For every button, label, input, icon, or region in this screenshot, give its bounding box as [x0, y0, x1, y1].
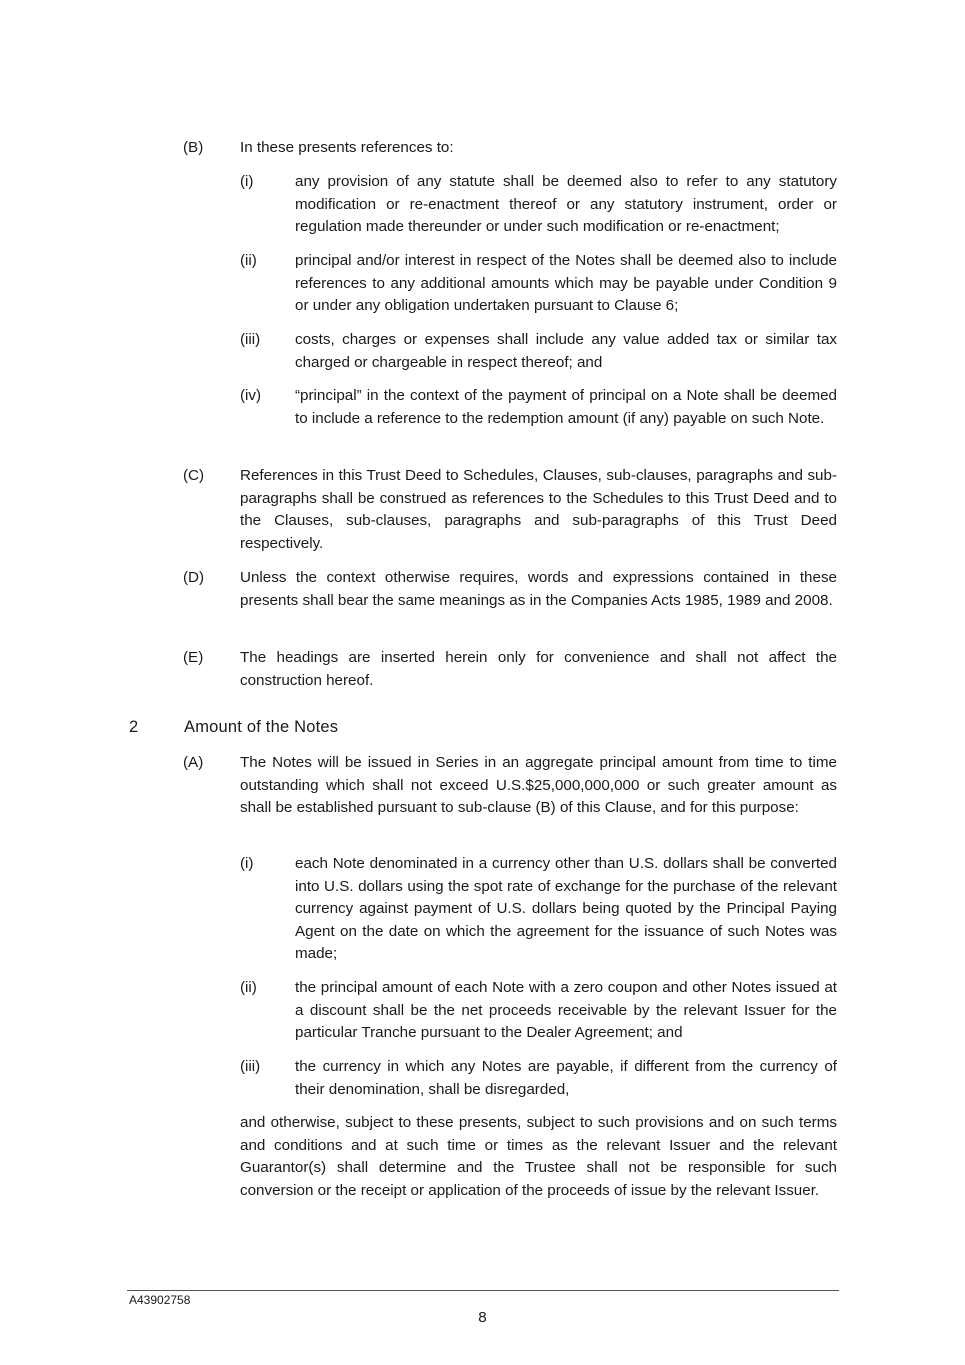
item-label: (i)	[240, 173, 254, 190]
item-text: the currency in which any Notes are payable, if different from the currency of their denomination, shall be disregarded,	[295, 1058, 837, 1098]
clause-label: (A)	[183, 754, 204, 771]
item-label: (iii)	[240, 331, 261, 348]
item-label: (ii)	[240, 252, 257, 269]
item-label: (iii)	[240, 1058, 261, 1075]
section-heading: Amount of the Notes	[184, 718, 339, 736]
clause-text: In these presents references to:	[240, 139, 454, 156]
item-label: (ii)	[240, 979, 257, 996]
item-label: (iv)	[240, 387, 262, 404]
item-label: (i)	[240, 855, 254, 872]
item-text: the principal amount of each Note with a zero coupon and other Notes issued at a discount shall be the net proceeds receivable by the relevant Issuer for the particular Tranche pursuant to the Dealer Agreement; and	[295, 979, 837, 1042]
clause-text: References in this Trust Deed to Schedules, Clauses, sub-clauses, paragraphs and sub-paragraphs shall be construed as references to the Schedules to this Trust Deed and to the Clauses, sub-clauses, paragraphs and sub-paragraphs of this Trust Deed respectively.	[240, 467, 837, 552]
document-reference: A43902758	[129, 1293, 191, 1307]
closing-paragraph: and otherwise, subject to these presents, subject to such provisions and on such terms and conditions and at such time or times as the relevant Issuer and the relevant Guarantor(s) shall determine and the Trustee shall not be responsible for such conversion or the receipt or application of the proceeds of issue by the relevant Issuer.	[240, 1114, 837, 1199]
item-text: principal and/or interest in respect of the Notes shall be deemed also to include references to any additional amounts which may be payable under Condition 9 or under any obligation undertaken pursuant to Clause 6;	[295, 252, 837, 315]
clause-label: (D)	[183, 569, 205, 586]
clause-label: (B)	[183, 139, 204, 156]
item-text: costs, charges or expenses shall include any value added tax or similar tax charged or chargeable in respect thereof; and	[295, 331, 837, 371]
page-number: 8	[478, 1309, 487, 1326]
clause-text: The Notes will be issued in Series in an aggregate principal amount from time to time outstanding which shall not exceed U.S.$25,000,000,000 or such greater amount as shall be established pursuant to sub-clause (B) of this Clause, and for this purpose:	[240, 754, 837, 817]
item-text: any provision of any statute shall be deemed also to refer to any statutory modification or re-enactment thereof or any statutory instrument, order or regulation made thereunder or under such modification or re-enactment;	[295, 173, 837, 236]
clause-label: (E)	[183, 649, 204, 666]
footer-divider	[127, 1290, 839, 1291]
clause-label: (C)	[183, 467, 205, 484]
section-number: 2	[129, 718, 139, 736]
item-text: “principal” in the context of the payment of principal on a Note shall be deemed to include a reference to the redemption amount (if any) payable on such Note.	[295, 387, 837, 427]
item-text: each Note denominated in a currency other than U.S. dollars shall be converted into U.S. dollars using the spot rate of exchange for the purchase of the relevant currency against payment of U.S. dollars being quoted by the Principal Paying Agent on the date on which the agreement for the issuance of such Notes was made;	[295, 855, 837, 963]
clause-text: The headings are inserted herein only for convenience and shall not affect the construction hereof.	[240, 649, 837, 689]
clause-text: Unless the context otherwise requires, words and expressions contained in these presents shall bear the same meanings as in the Companies Acts 1985, 1989 and 2008.	[240, 569, 837, 609]
